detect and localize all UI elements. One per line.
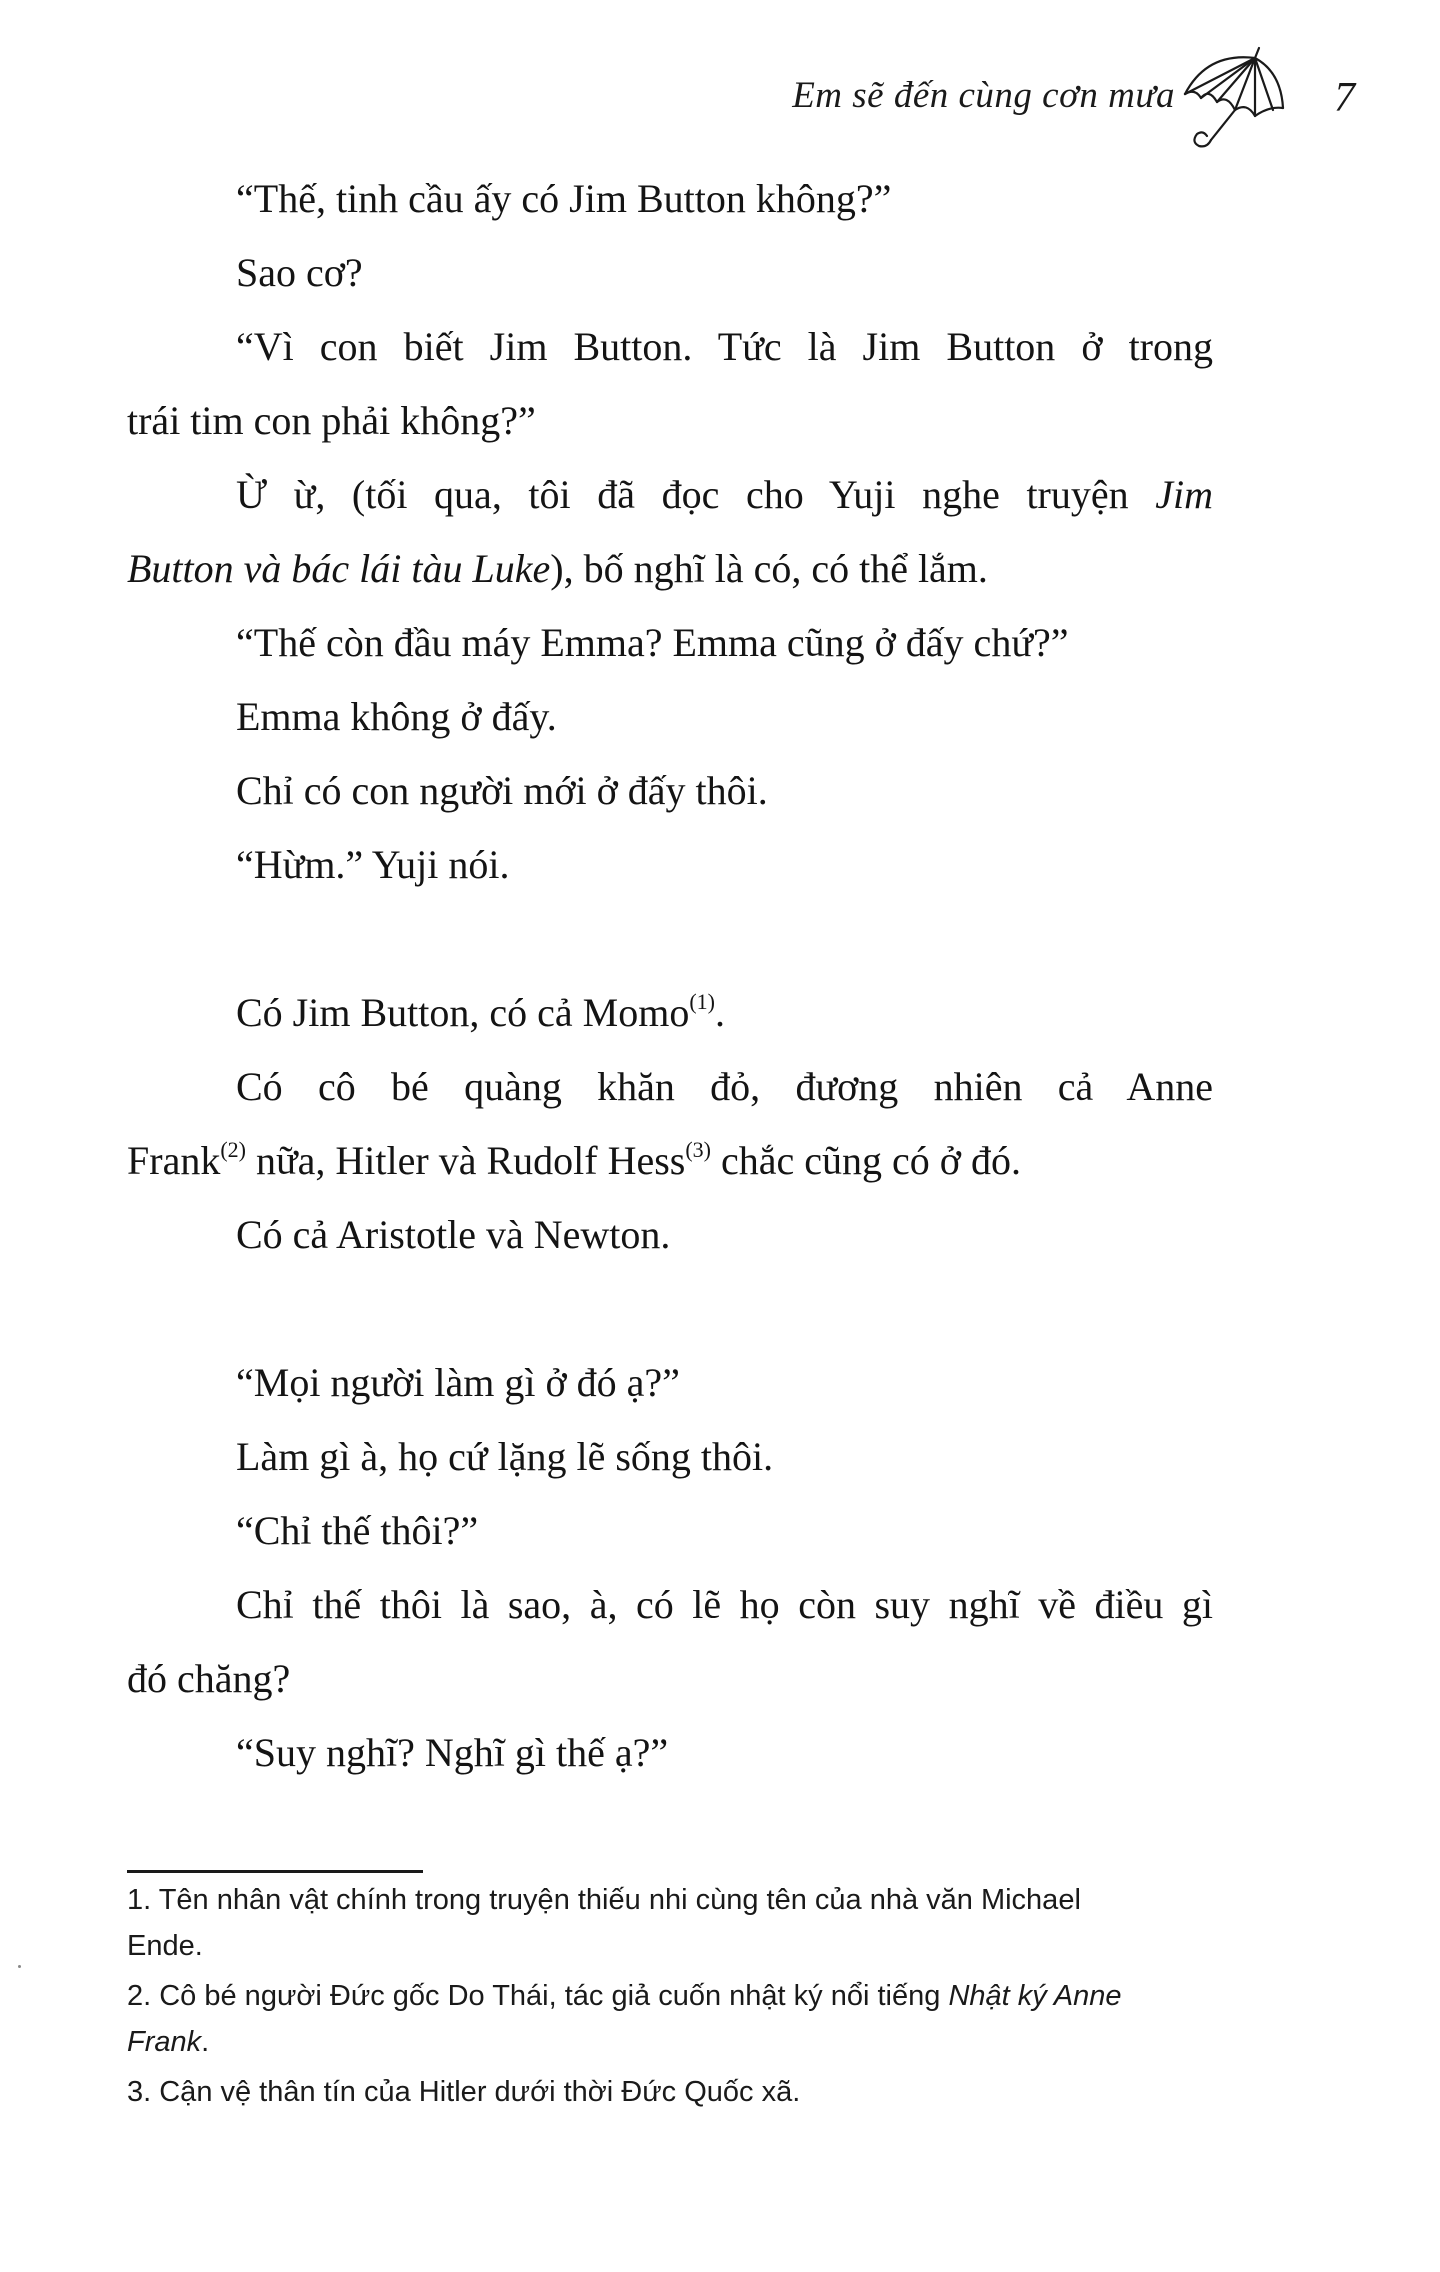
book-title-italic: Jim bbox=[1155, 472, 1213, 517]
paragraph-line: Làm gì à, họ cứ lặng lẽ sống thôi. bbox=[236, 1434, 774, 1479]
paragraph-line: Button và bác lái tàu Luke), bố nghĩ là có, có thể lắm. bbox=[127, 546, 988, 591]
footnote-3-line: 3. Cận vệ thân tín của Hitler dưới thời Đức Quốc xã. bbox=[127, 2076, 801, 2108]
section-break bbox=[127, 902, 1213, 976]
paragraph-line: Chỉ có con người mới ở đấy thôi. bbox=[236, 768, 768, 813]
footnote-1-line: Ende. bbox=[127, 1930, 203, 1962]
running-header bbox=[715, 44, 1355, 154]
paragraph-line: Có Jim Button, có cả Momo$^{(1)}$. bbox=[236, 988, 725, 1035]
footnote-ref-1: (1) bbox=[689, 988, 715, 1014]
paragraph-line: “Thế còn đầu máy Emma? Emma cũng ở đấy chứ?” bbox=[236, 620, 1069, 665]
footnote-2-line: 2. Cô bé người Đức gốc Do Thái, tác giả cuốn nhật ký nổi tiếng Nhật ký Anne bbox=[127, 1980, 1122, 2012]
paragraph-line: “Vì con biết Jim Button. Tức là Jim Button ở trong bbox=[236, 324, 1213, 369]
paragraph-line: “Chỉ thế thôi?” bbox=[236, 1508, 479, 1553]
header-title: Em sẽ đến cùng cơn mưa bbox=[792, 75, 1175, 116]
scan-speck bbox=[18, 1965, 21, 1968]
umbrella-icon bbox=[1177, 44, 1295, 154]
footnote-ref-2: (2) bbox=[220, 1136, 246, 1162]
paragraph-line: “Mọi người làm gì ở đó ạ?” bbox=[236, 1360, 680, 1405]
paragraph-line: Ừ ừ, (tối qua, tôi đã đọc cho Yuji nghe truyện Jim bbox=[236, 472, 1213, 517]
paragraph-line: “Thế, tinh cầu ấy có Jim Button không?” bbox=[236, 176, 892, 221]
paragraph-line: Chỉ thế thôi là sao, à, có lẽ họ còn suy nghĩ về điều gì bbox=[236, 1582, 1213, 1627]
paragraph-line: Emma không ở đấy. bbox=[236, 694, 557, 739]
footnote-2-line: Frank. bbox=[127, 2026, 210, 2058]
footnote-book-title: Frank bbox=[127, 2026, 202, 2058]
book-title-italic: Button và bác lái tàu Luke bbox=[127, 546, 551, 591]
footnote-ref-3: (3) bbox=[685, 1136, 712, 1162]
paragraph-line: Sao cơ? bbox=[236, 250, 363, 295]
paragraph-line: “Suy nghĩ? Nghĩ gì thế ạ?” bbox=[236, 1730, 669, 1775]
footnotes bbox=[127, 1877, 1227, 2115]
footnote-book-title: Nhật ký Anne bbox=[948, 1980, 1122, 2012]
paragraph-line: trái tim con phải không?” bbox=[127, 398, 536, 443]
paragraph-line: đó chăng? bbox=[127, 1656, 291, 1701]
footnote-1-line: 1. Tên nhân vật chính trong truyện thiếu nhi cùng tên của nhà văn Michael bbox=[127, 1884, 1081, 1916]
paragraph-line: Có cả Aristotle và Newton. bbox=[236, 1212, 671, 1257]
body-text bbox=[127, 162, 1213, 1790]
paragraph-line: Có cô bé quàng khăn đỏ, đương nhiên cả Anne bbox=[236, 1064, 1213, 1109]
section-break bbox=[127, 1272, 1213, 1346]
page-number: 7 bbox=[1334, 75, 1355, 121]
footnote-rule bbox=[127, 1870, 423, 1873]
paragraph-line: Frank$^{(2)}$ nữa, Hitler và Rudolf Hess$^{(3)}$ chắc cũng có ở đó. bbox=[127, 1136, 1021, 1183]
paragraph-line: “Hừm.” Yuji nói. bbox=[236, 842, 510, 887]
